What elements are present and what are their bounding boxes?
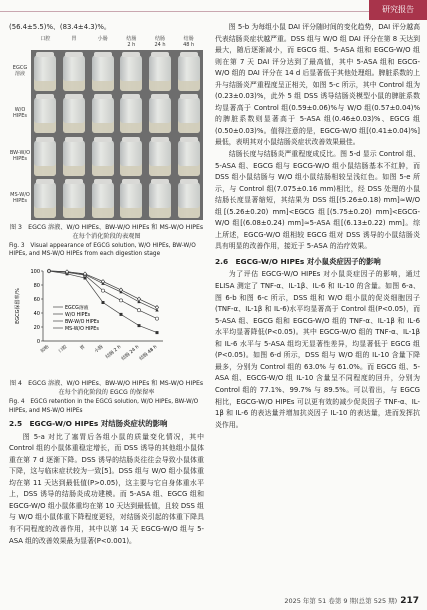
sample-jar bbox=[34, 97, 56, 133]
series-line bbox=[49, 271, 157, 319]
colon-length-paragraph: 结肠长度与结肠炎严重程度成反比。图 5-d 显示 Control 组、5-ASA 组、EGCG 组与 EGCG-W/O 组小鼠结肠基本不红肿，而 DSS 组小鼠结肠与 W/O 组小鼠结肠相较呈浅红色。如图 5-e 所示，与 Control 组(7.075±0.16 mm)相比，经 DSS 处理的小鼠结肠长度显著缩短，其结果为 DSS 组[(5.26±0.18) mm]≈W/O 组[(5.26±0.20) mm]<EGCG 组[(5.75±0.20) mm]<EGCG-W/O 组[(6.08±0.24) mm]≈5-ASA 组[(6.13±0.22) mm]。综上所述，EGCG-W/O 组相较 EGCG 组对 DSS 诱导的小鼠结肠炎具有明显的改善作用，接近于 5-ASA 的治疗效果。 bbox=[215, 150, 420, 251]
column-label: 结肠 24 h bbox=[154, 35, 166, 48]
section-2-6-heading: 2.6 EGCG-W/O HIPEs 对小鼠炎症因子的影响 bbox=[215, 256, 381, 266]
column-label: 结肠 48 h bbox=[183, 35, 195, 48]
section-2-6-body: 为了评估 EGCG-W/O HIPEs 对小鼠炎症因子的影响，通过 ELISA 测定了 TNF-α、IL-1β、IL-6 和 IL-10 的含量。如图 6-a、图 6-b 和图 6-c 所示，DSS 组和 W/O 组小鼠的促炎细胞因子(TNF-α、IL-1β 和 IL-6)水平均显著高于 Control 组(P<0.05)，而 5-ASA 组、EGCG 组和 EGCG-W/O 组的 TNF-α、IL-1β 和 IL-6 水平均显著降低(P<0.05)。其中 EGCG-W/O 组的 TNF-α、IL-1β 和 IL-6 水平与 5-ASA 组均无显著性差异，均显著低于 EGCG 组(P<0.05)。如图 6-d 所示，DSS 组与 W/O 组的 IL-10 含量下降最多，分别为 Control 组的 63.0% 与 61.0%。而 EGCG 组、5-ASA 组、EGCG-W/O 组 IL-10 含量呈不同程度的回升，分别为 Control 组的 77.1%、99.7% 与 89.5%。可以看出，与 EGCG 相比，EGCG-W/O HIPEs 可以更有效的减少促炎因子 TNF-α、IL-1β 和 IL-6 的表达量并增加抗炎因子 IL-10 的表达量，进而发挥抗炎作用。 bbox=[215, 270, 420, 429]
legend-label: EGCG溶液 bbox=[65, 305, 89, 311]
data-point bbox=[120, 312, 123, 315]
sample-jar bbox=[63, 140, 85, 176]
sample-jar bbox=[149, 55, 171, 91]
x-tick-label: 初始 bbox=[40, 344, 51, 354]
figure-3-caption: 图 3 EGCG 溶液、W/O HIPEs、BW-W/O HIPEs 和 MS-W/O HIPEs 在每个消化阶段的表观图 bbox=[9, 223, 204, 240]
right-column bbox=[215, 22, 420, 431]
sample-jar bbox=[92, 182, 114, 218]
sample-jar bbox=[120, 55, 142, 91]
column-label: 小肠 bbox=[97, 35, 108, 42]
page-header bbox=[0, 0, 427, 20]
sample-jar bbox=[92, 55, 114, 91]
continued-text: (56.4±5.5)%、(83.4±4.3)%。 bbox=[9, 23, 111, 31]
data-point bbox=[137, 297, 140, 301]
section-2-5-body: 图 5-a 对比了塞胃后各组小鼠的质量变化情况，其中 Control 组的小鼠体重稳定增长，而 DSS 诱导的其他组小鼠体重在第 7 d 逐渐下降。DSS 诱导的结肠炎往往会导致小鼠体重下降，这与临床症状较为一致[5]。DSS 组与 W/O 组小鼠体重均在第 11 天达到最低值(P>0.05)，这主要与它自身体重水平上，DSS 诱导的结肠炎成功建模。而 5-ASA 组、EGCG 组和 EGCG-W/O 组小鼠体重均在第 10 天达到最低值，且较 DSS 组与 W/O 组小鼠体重下降程度更轻，对结肠炎引起的体重下降具有不同程度的改善作用，其中以第 14 天 EGCG-W/O 组与 5-ASA 组的改善效果最为显著(P<0.001)。 bbox=[9, 432, 204, 545]
x-tick-label: 结肠 24 h bbox=[121, 344, 141, 362]
issue-info: 2025 年第 51 卷第 9 期(总第 525 期) bbox=[284, 597, 398, 605]
sample-jar bbox=[63, 182, 85, 218]
figure-3-photo bbox=[9, 36, 204, 221]
x-tick-label: 结肠 2 h bbox=[105, 344, 123, 360]
column-label: 口腔 bbox=[40, 35, 51, 42]
legend-label: MS-W/O HIPEs bbox=[65, 326, 99, 332]
data-point bbox=[156, 331, 159, 334]
y-tick-label: 20 bbox=[33, 324, 40, 331]
sample-jar bbox=[178, 55, 200, 91]
y-tick-label: 40 bbox=[33, 310, 40, 317]
figure-3-caption-en: Fig. 3 Visual appearance of EGCG solution, W/O HIPEs, BW-W/O HIPEs, and MS-W/O HIPEs from each digestion stage bbox=[9, 242, 196, 258]
sample-jar bbox=[63, 97, 85, 133]
sample-jar bbox=[178, 182, 200, 218]
sample-jar bbox=[120, 182, 142, 218]
row-label: MS-W/O HIPEs bbox=[10, 192, 30, 205]
page-number: 217 bbox=[400, 596, 419, 606]
column-label: 胃 bbox=[71, 35, 77, 42]
sample-jar bbox=[34, 140, 56, 176]
data-point bbox=[138, 324, 141, 327]
jar-photo-grid bbox=[31, 50, 203, 220]
figure-3 bbox=[9, 36, 204, 259]
sample-jar bbox=[149, 97, 171, 133]
sample-jar bbox=[34, 55, 56, 91]
sample-jar bbox=[120, 97, 142, 133]
y-tick-label: 100 bbox=[30, 268, 40, 275]
legend-label: W/O HIPEs bbox=[65, 312, 91, 318]
data-point bbox=[119, 298, 122, 301]
row-label: BW-W/O HIPEs bbox=[9, 149, 31, 162]
y-tick-label: 0 bbox=[36, 338, 40, 345]
figure-4-caption: 图 4 EGCG 溶液、W/O HIPEs、BW-W/O HIPEs 和 MS-W/O HIPEs 在每个消化阶段的 EGCG 的保留率 bbox=[9, 380, 204, 397]
sample-jar bbox=[92, 140, 114, 176]
y-tick-label: 60 bbox=[33, 296, 40, 303]
sample-jar bbox=[34, 182, 56, 218]
sample-jar bbox=[149, 182, 171, 218]
x-tick-label: 胃 bbox=[79, 344, 87, 352]
section-2-5-heading: 2.5 EGCG-W/O HIPEs 对结肠炎症状的影响 bbox=[9, 419, 168, 429]
row-label: EGCG 溶液 bbox=[12, 64, 28, 77]
row-label: W/O HIPEs bbox=[12, 107, 27, 120]
x-tick-label: 小肠 bbox=[94, 344, 105, 354]
header-rule bbox=[0, 11, 372, 12]
sample-jar bbox=[178, 97, 200, 133]
figure-4-caption-en: Fig. 4 EGCG retention in the EGCG solution, W/O HIPEs, BW-W/O HIPEs, and MS-W/O HIPEs bbox=[9, 399, 199, 414]
section-tab: 研究报告 bbox=[369, 0, 427, 20]
y-tick-label: 80 bbox=[33, 282, 40, 289]
dai-paragraph: 图 5-b 为每组小鼠 DAI 评分随时间的变化趋势，DAI 评分越高代表结肠炎症状越严重。DSS 组与 W/O 组 DAI 评分在第 8 天达到最大，随后逐渐减小，而 EGCG 组、5-ASA 组和 EGCG-W/O 组则在第 7 天 DAI 评分达到了最高值，其中 5-ASA 组和 EGCG-W/O 组的 DAI 评分在 14 d 后显著低于其他处理组。脾脏系数的上升与结肠炎严重程度呈正相关，如图 5-c 所示，其中 Control 组为(0.23±0.03)%，此外 5 组 DSS 诱导结肠炎模型小鼠的脾脏系数均显著高于 Control 组(0.59±0.06)%与 W/O 组(0.57±0.04)%的脾脏系数则显著高于 5-ASA 组(0.46±0.03)%、EGCG 组(0.50±0.03)%。值得注意的是，EGCG-W/O 组[(0.41±0.04)%]最低，表明其对小鼠结肠炎症状改善效果最佳。 bbox=[215, 23, 420, 147]
data-point bbox=[155, 305, 158, 309]
sample-jar bbox=[178, 140, 200, 176]
legend-label: BW-W/O HIPEs bbox=[65, 319, 100, 325]
left-column bbox=[9, 22, 204, 547]
data-point bbox=[102, 301, 105, 304]
data-point bbox=[101, 289, 104, 292]
sample-jar bbox=[149, 140, 171, 176]
x-tick-label: 结肠 48 h bbox=[139, 344, 159, 362]
x-tick-label: 口腔 bbox=[58, 344, 69, 354]
column-label: 结肠 2 h bbox=[126, 35, 137, 48]
page-footer bbox=[284, 596, 419, 606]
sample-jar bbox=[92, 97, 114, 133]
data-point bbox=[137, 308, 140, 311]
sample-jar bbox=[120, 140, 142, 176]
data-point bbox=[155, 317, 158, 320]
y-axis-label: EGCG保留率/% bbox=[15, 287, 21, 324]
sample-jar bbox=[63, 55, 85, 91]
retention-line-chart bbox=[9, 265, 204, 373]
figure-4 bbox=[9, 262, 204, 416]
